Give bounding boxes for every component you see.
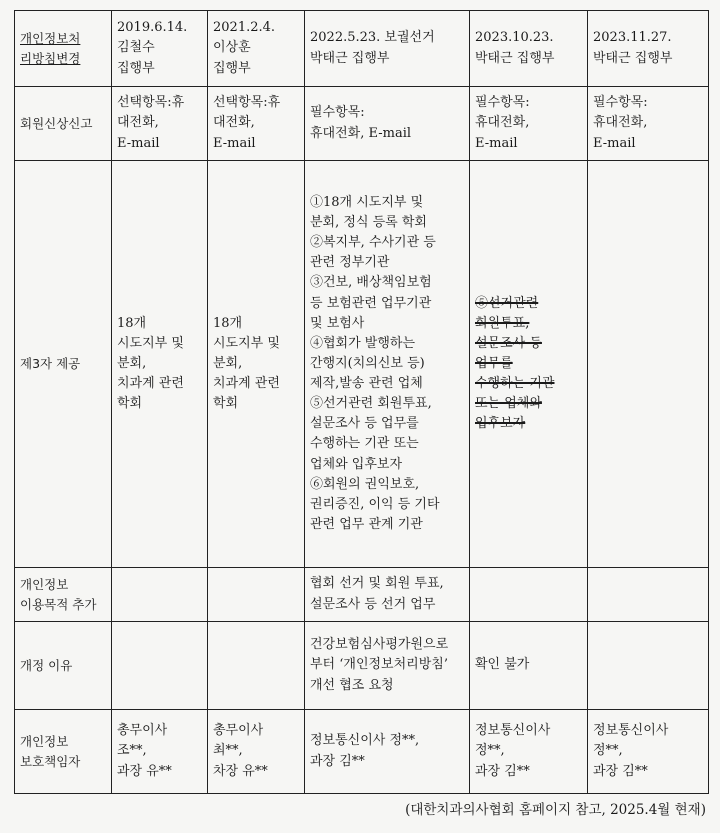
header-corner	[15, 11, 112, 87]
table-cell: 정보통신이사 정**, 과장 김**	[470, 710, 588, 794]
table-cell	[588, 568, 709, 622]
table-cell	[470, 568, 588, 622]
table-cell	[208, 622, 305, 710]
table-cell: 총무이사 조**, 과장 유**	[112, 710, 208, 794]
table-cell	[112, 568, 208, 622]
table-cell	[470, 161, 588, 568]
table-cell: 필수항목: 휴대전화, E-mail	[470, 87, 588, 161]
row-label: 제3자 제공	[15, 161, 112, 568]
header-col-2023-10: 2023.10.23. 박태근 집행부	[470, 11, 588, 87]
table-cell: 선택항목:휴 대전화, E-mail	[112, 87, 208, 161]
table-header-row	[15, 11, 709, 87]
header-corner-text: 개인정보처 리방침변경	[20, 31, 81, 66]
row-label: 개정 이유	[15, 622, 112, 710]
table-cell: 18개 시도지부 및 분회, 치과계 관련 학회	[112, 161, 208, 568]
table-cell: 협회 선거 및 회원 투표, 설문조사 등 선거 업무	[305, 568, 470, 622]
header-col-2019: 2019.6.14. 김철수 집행부	[112, 11, 208, 87]
table-cell: 정보통신이사 정**, 과장 김**	[305, 710, 470, 794]
table-cell	[588, 161, 709, 568]
struck-text: ⑤선거관련 회원투표, 설문조사 등 업무를 수행하는 기관 또는 업체와 입후보자	[475, 295, 555, 432]
table-cell: 선택항목:휴 대전화, E-mail	[208, 87, 305, 161]
table-cell: 필수항목: 휴대전화, E-mail	[588, 87, 709, 161]
row-label: 개인정보 이용목적 추가	[15, 568, 112, 622]
header-col-2021: 2021.2.4. 이상훈 집행부	[208, 11, 305, 87]
privacy-policy-table	[14, 10, 709, 794]
table-cell: 총무이사 최**, 차장 유**	[208, 710, 305, 794]
header-col-2023-11: 2023.11.27. 박태근 집행부	[588, 11, 709, 87]
table-cell: 건강보험심사평가원으로 부터 ‘개인정보처리방침’ 개선 협조 요청	[305, 622, 470, 710]
table-cell: ①18개 시도지부 및 분회, 정식 등록 학회 ②복지부, 수사기관 등 관련 정부기관 ③건보, 배상책임보험 등 보험관련 업무기관 및 보험사 ④협회가 발행하는 간행지(치의신보 등) 제작,발송 관련 업체 ⑤선거관련 회원투표, 설문조사 등 업무를 수행하는 기관 또는 업체와 입후보자 ⑥회원의 권익보호, 권리증진, 이익 등 기타 관련 업무 관계 기관	[305, 161, 470, 568]
table-cell	[112, 622, 208, 710]
table-row	[15, 622, 709, 710]
source-note: (대한치과의사협회 홈페이지 참고, 2025.4월 현재)	[405, 802, 706, 818]
table-row	[15, 87, 709, 161]
table-cell: 확인 불가	[470, 622, 588, 710]
header-col-2022: 2022.5.23. 보궐선거 박태근 집행부	[305, 11, 470, 87]
table-cell: 정보통신이사 정**, 과장 김**	[588, 710, 709, 794]
table-row	[15, 568, 709, 622]
table-cell: 필수항목: 휴대전화, E-mail	[305, 87, 470, 161]
row-label: 회원신상신고	[15, 87, 112, 161]
table-row	[15, 161, 709, 568]
table-cell	[588, 622, 709, 710]
row-label: 개인정보 보호책임자	[15, 710, 112, 794]
table-cell: 18개 시도지부 및 분회, 치과계 관련 학회	[208, 161, 305, 568]
table-cell	[208, 568, 305, 622]
table-row	[15, 710, 709, 794]
